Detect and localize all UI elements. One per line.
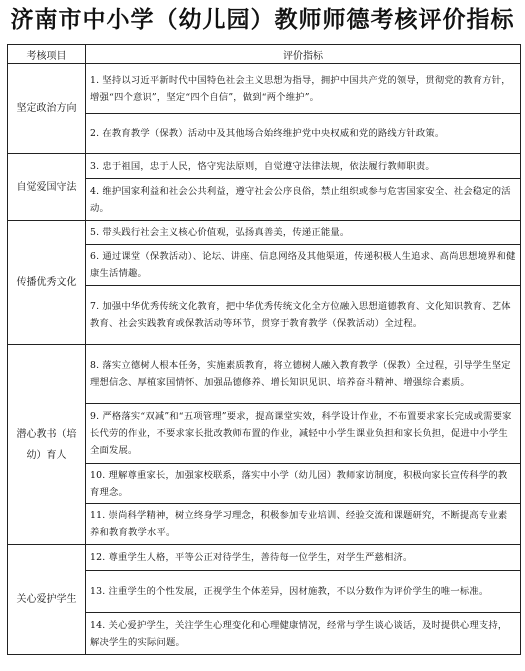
indicator-cell: 14. 关心爱护学生，关注学生心理变化和心理健康情况，经常与学生谈心谈话，及时提供心理支持，解决学生的实际问题。	[86, 613, 521, 655]
indicator-cell: 7. 加强中华优秀传统文化教育，把中华优秀传统文化全方位融入思想道德教育、文化知识教育、艺体教育、社会实践教育或保教活动等环节，贯穿于教育教学（保教活动）全过程。	[86, 286, 521, 345]
indicator-cell: 9. 严格落实“双减”和“五项管理”要求，提高课堂实效，科学设计作业，不布置要求家长完成或需要家长代劳的作业，不要求家长批改教师布置的作业，减轻中小学生课业负担和家长负担，促进中小学生全面发展。	[86, 404, 521, 464]
column-header-category: 考核项目	[8, 45, 86, 64]
indicator-cell: 3. 忠于祖国，忠于人民，恪守宪法原则，自觉遵守法律法规，依法履行教师职责。	[86, 154, 521, 179]
indicator-cell: 10. 理解尊重家长，加强家校联系，落实中小学（幼儿园）教师家访制度，积极向家长宣传科学的教育理念。	[86, 464, 521, 504]
indicator-cell: 5. 带头践行社会主义核心价值观，弘扬真善美，传递正能量。	[86, 221, 521, 245]
indicator-cell: 4. 维护国家利益和社会公共利益，遵守社会公序良俗，禁止组织或参与危害国家安全、社会稳定的活动。	[86, 179, 521, 221]
column-header-indicator: 评价指标	[86, 45, 521, 64]
indicator-cell: 1. 坚持以习近平新时代中国特色社会主义思想为指导，拥护中国共产党的领导，贯彻党的教育方针，增强“四个意识”，坚定“四个自信”，做到“两个维护”。	[86, 64, 521, 114]
table-row	[8, 545, 521, 571]
indicator-cell: 13. 注重学生的个性发展，正视学生个体差异，因材施教，不以分数作为评价学生的唯一标准。	[86, 571, 521, 613]
category-cell: 潜心教书（培幼）育人	[8, 345, 86, 545]
table-row	[8, 154, 521, 179]
indicator-cell: 12. 尊重学生人格，平等公正对待学生，善待每一位学生，对学生严慈相济。	[86, 545, 521, 571]
indicator-cell: 11. 崇尚科学精神，树立终身学习理念，积极参加专业培训、经验交流和课题研究，不断提高专业素养和教育教学水平。	[86, 504, 521, 545]
category-cell: 自觉爱国守法	[8, 154, 86, 221]
category-cell: 传播优秀文化	[8, 221, 86, 345]
indicator-cell: 6. 通过课堂（保教活动）、论坛、讲座、信息网络及其他渠道，传递积极人生追求、高尚思想境界和健康生活情趣。	[86, 245, 521, 286]
table-header-row	[8, 45, 521, 64]
category-cell: 坚定政治方向	[8, 64, 86, 154]
table-row	[8, 64, 521, 114]
indicator-cell: 2. 在教育教学（保教）活动中及其他场合始终维护党中央权威和党的路线方针政策。	[86, 114, 521, 154]
category-cell: 关心爱护学生	[8, 545, 86, 655]
table-row	[8, 221, 521, 245]
page-title: 济南市中小学（幼儿园）教师师德考核评价指标	[10, 7, 515, 33]
evaluation-table	[7, 44, 521, 655]
table-row	[8, 345, 521, 404]
indicator-cell: 8. 落实立德树人根本任务，实施素质教育，将立德树人融入教育教学（保教）全过程，引导学生坚定理想信念、厚植家国情怀、加强品德修养、增长知识见识、培养奋斗精神、增强综合素质。	[86, 345, 521, 404]
